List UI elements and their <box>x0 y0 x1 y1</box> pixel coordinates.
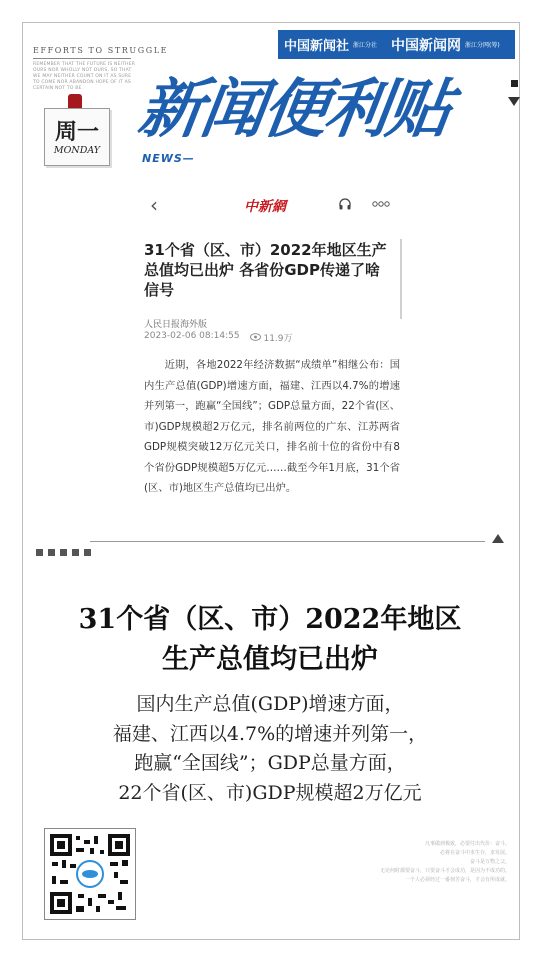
qr-code-icon <box>50 834 130 914</box>
banner-left: 中国新闻社 <box>284 39 350 54</box>
article-screenshot <box>138 187 402 533</box>
article-body <box>144 355 400 499</box>
banner-right-sub: 浙江分网(筹) <box>465 42 500 49</box>
eye-icon <box>250 333 261 341</box>
headline-line-2: 生产总值均已出炉 <box>162 644 378 675</box>
headphones-icon[interactable] <box>338 197 352 215</box>
weekday-en: MONDAY <box>53 145 101 156</box>
motto-line-4: 无论何时都要奋斗，只要奋斗才会成功，是因为不成功的。 <box>379 868 510 874</box>
motto-line-1: 凡事做到极致，必要付出代价：奋斗。 <box>424 841 510 847</box>
corner-square-icon <box>511 80 518 87</box>
divider-triangle-icon <box>492 534 504 543</box>
headline-line-1: 31个省（区、市）2022年地区 <box>78 604 462 635</box>
divider-dots <box>36 549 91 556</box>
article-nav-bar <box>138 187 402 221</box>
article-meta <box>144 331 293 344</box>
motto-line-2: 必将在奋斗中求生存，求发展。 <box>439 850 510 856</box>
weekday-zh: 周一 <box>54 119 99 145</box>
summary-line-2: 福建、江西以4.7%的增速并列第一， <box>112 722 428 745</box>
article-source: 人民日报海外版 <box>144 320 208 330</box>
article-title: 31个省（区、市）2022年地区生产总值均已出炉 各省份GDP传递了啥信号 <box>144 241 387 299</box>
app-logo: 中新網 <box>244 199 286 215</box>
summary-line-1: 国内生产总值(GDP)增速方面， <box>136 693 404 715</box>
article-datetime: 2023-02-06 08:14:55 <box>144 331 240 341</box>
summary-line-3: 跑赢“全国线”；GDP总量方面， <box>134 752 406 774</box>
views-count <box>250 331 293 344</box>
back-icon[interactable]: ‹ <box>150 193 158 217</box>
slogan-divider <box>33 58 131 59</box>
publisher-banner <box>278 30 515 59</box>
news-label: NEWS— <box>142 152 195 165</box>
banner-left-sub: 浙江分社 <box>353 42 378 49</box>
quote-text: REMEMBER THAT THE FUTURE IS NEITHER OURS NOR WHOLLY NOT OURS, SO THAT WE MAY NEITHER COUNT ON IT AS SURE TO COME NOR ABANDON HOPE OF IT AS CERTAIN NOT TO BE. <box>33 62 136 91</box>
footer-motto <box>330 840 510 885</box>
calendar-card <box>44 108 110 166</box>
motto-line-5: 一个人必须经过一番刻苦奋斗，才会有所成就。 <box>404 877 510 883</box>
summary-text <box>30 690 510 808</box>
page-title: 新闻便利贴 <box>133 72 455 147</box>
qr-code[interactable] <box>44 828 136 920</box>
slogan: EFFORTS TO STRUGGLE <box>33 46 169 55</box>
banner-right: 中国新闻网 <box>391 37 462 54</box>
divider-line <box>90 541 485 542</box>
scrollbar[interactable] <box>400 239 402 319</box>
corner-triangle-icon <box>508 97 520 106</box>
article-paragraph: 近期，各地2022年经济数据“成绩单”相继公布：国内生产总值(GDP)增速方面，福建、江西以4.7%的增速并列第一，跑赢“全国线”；GDP总量方面，22个省(区、市)GDP规模超2万亿元，排名前两位的广东、江苏两省GDP规模突破12万亿元关口，排名前十位的省份中有8个省份GDP规模超5万亿元……截至今年1月底，31个省(区、市)地区生产总值均已出炉。 <box>144 359 400 494</box>
summary-line-4: 22个省(区、市)GDP规模超2万亿元 <box>118 781 422 804</box>
summary-headline <box>30 600 510 680</box>
more-icon[interactable] <box>372 197 390 210</box>
views-value: 11.9万 <box>263 334 293 344</box>
motto-line-3: 奋斗是万物之父。 <box>469 859 510 865</box>
